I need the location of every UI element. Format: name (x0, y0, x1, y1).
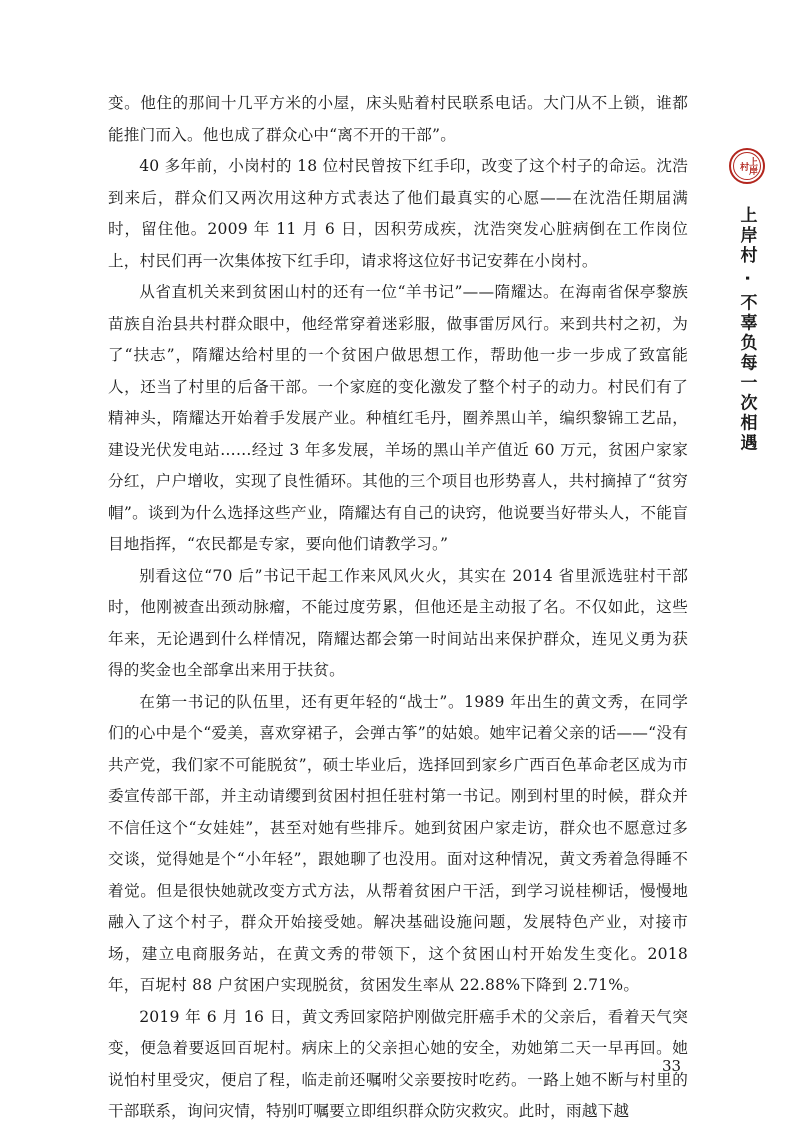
paragraph-5: 在第一书记的队伍里，还有更年轻的“战士”。1989 年出生的黄文秀，在同学们的心中是个“爱美，喜欢穿裙子，会弹古筝”的姑娘。她牢记着父亲的话——“没有共产党，我们家不可能脱贫”，硕士毕业后，选择回到家乡广西百色革命老区成为市委宣传部干部，并主动请缨到贫困村担任驻村第一书记。刚到村里的时候，群众并不信任这个“女娃娃”，甚至对她有些排斥。她到贫困户家走访，群众也不愿意过多交谈，觉得她是个“小年轻”，跟她聊了也没用。面对这种情况，黄文秀着急得睡不着觉。但是很快她就改变方式方法，从帮着贫困户干活，到学习说桂柳话，慢慢地融入了这个村子，群众开始接受她。解决基础设施问题，发展特色产业，对接市场，建立电商服务站，在黄文秀的带领下，这个贫困山村开始发生变化。2018 年，百坭村 88 户贫困户实现脱贫，贫困发生率从 22.88%下降到 2.71%。 (108, 692, 688, 994)
paragraph-3: 从省直机关来到贫困山村的还有一位“羊书记”——隋耀达。在海南省保亭黎族苗族自治县共村群众眼中，他经常穿着迷彩服，做事雷厉风行。来到共村之初，为了“扶志”，隋耀达给村里的一个贫困户做思想工作，帮助他一步一步成了致富能人，还当了村里的后备干部。一个家庭的变化激发了整个村子的动力。村民们有了精神头，隋耀达开始着手发展产业。种植红毛丹，圈养黑山羊，编织黎锦工艺品，建设光伏发电站……经过 3 年多发展，羊场的黑山羊产值近 60 万元，贫困户家家分红，户户增收，实现了良性循环。其他的三个项目也形势喜人，共村摘掉了“贫穷帽”。谈到为什么选择这些产业，隋耀达有自己的诀窍，他说要当好带头人，不能盲目地指挥，“农民都是专家，要向他们请教学习。” (108, 283, 688, 553)
side-tab (727, 148, 767, 453)
paragraph-4: 别看这位“70 后”书记干起工作来风风火火，其实在 2014 省里派选驻村干部时，他刚被查出颈动脉瘤，不能过度劳累，但他还是主动报了名。不仅如此，这些年来，无论遇到什么样情况，隋耀达都会第一时间站出来保护群众，连见义勇为获得的奖金也全部拿出来用于扶贫。 (108, 566, 688, 679)
page-number: 33 (662, 1057, 682, 1075)
body-text (108, 88, 688, 1128)
paragraph-6: 2019 年 6 月 16 日，黄文秀回家陪护刚做完肝癌手术的父亲后，看着天气突变，便急着要返回百坭村。病床上的父亲担心她的安全，劝她第二天一早再回。她说怕村里受灾，便启了程，临走前还嘱咐父亲要按时吃药。一路上她不断与村里的干部联系，询问灾情，特别叮嘱要立即组织群众防灾救灾。此时，雨越下越 (108, 1007, 688, 1120)
paragraph-2: 40 多年前，小岗村的 18 位村民曾按下红手印，改变了这个村子的命运。沈浩到来后，群众们又两次用这种方式表达了他们最真实的心愿——在沈浩任期届满时，留住他。2009 年 11 月 6 日，因积劳成疾，沈浩突发心脏病倒在工作岗位上，村民们再一次集体按下红手印，请求将这位好书记安葬在小岗村。 (108, 157, 688, 270)
seal-text: 上岸村 (733, 152, 761, 180)
seal-icon (729, 148, 765, 184)
paragraph-1: 变。他住的那间十几平方米的小屋，床头贴着村民联系电话。大门从不上锁，谁都能推门而入。他也成了群众心中“离不开的干部”。 (108, 94, 688, 144)
chapter-title-vertical: 上岸村 · 不辜负每一次相遇 (736, 206, 757, 454)
